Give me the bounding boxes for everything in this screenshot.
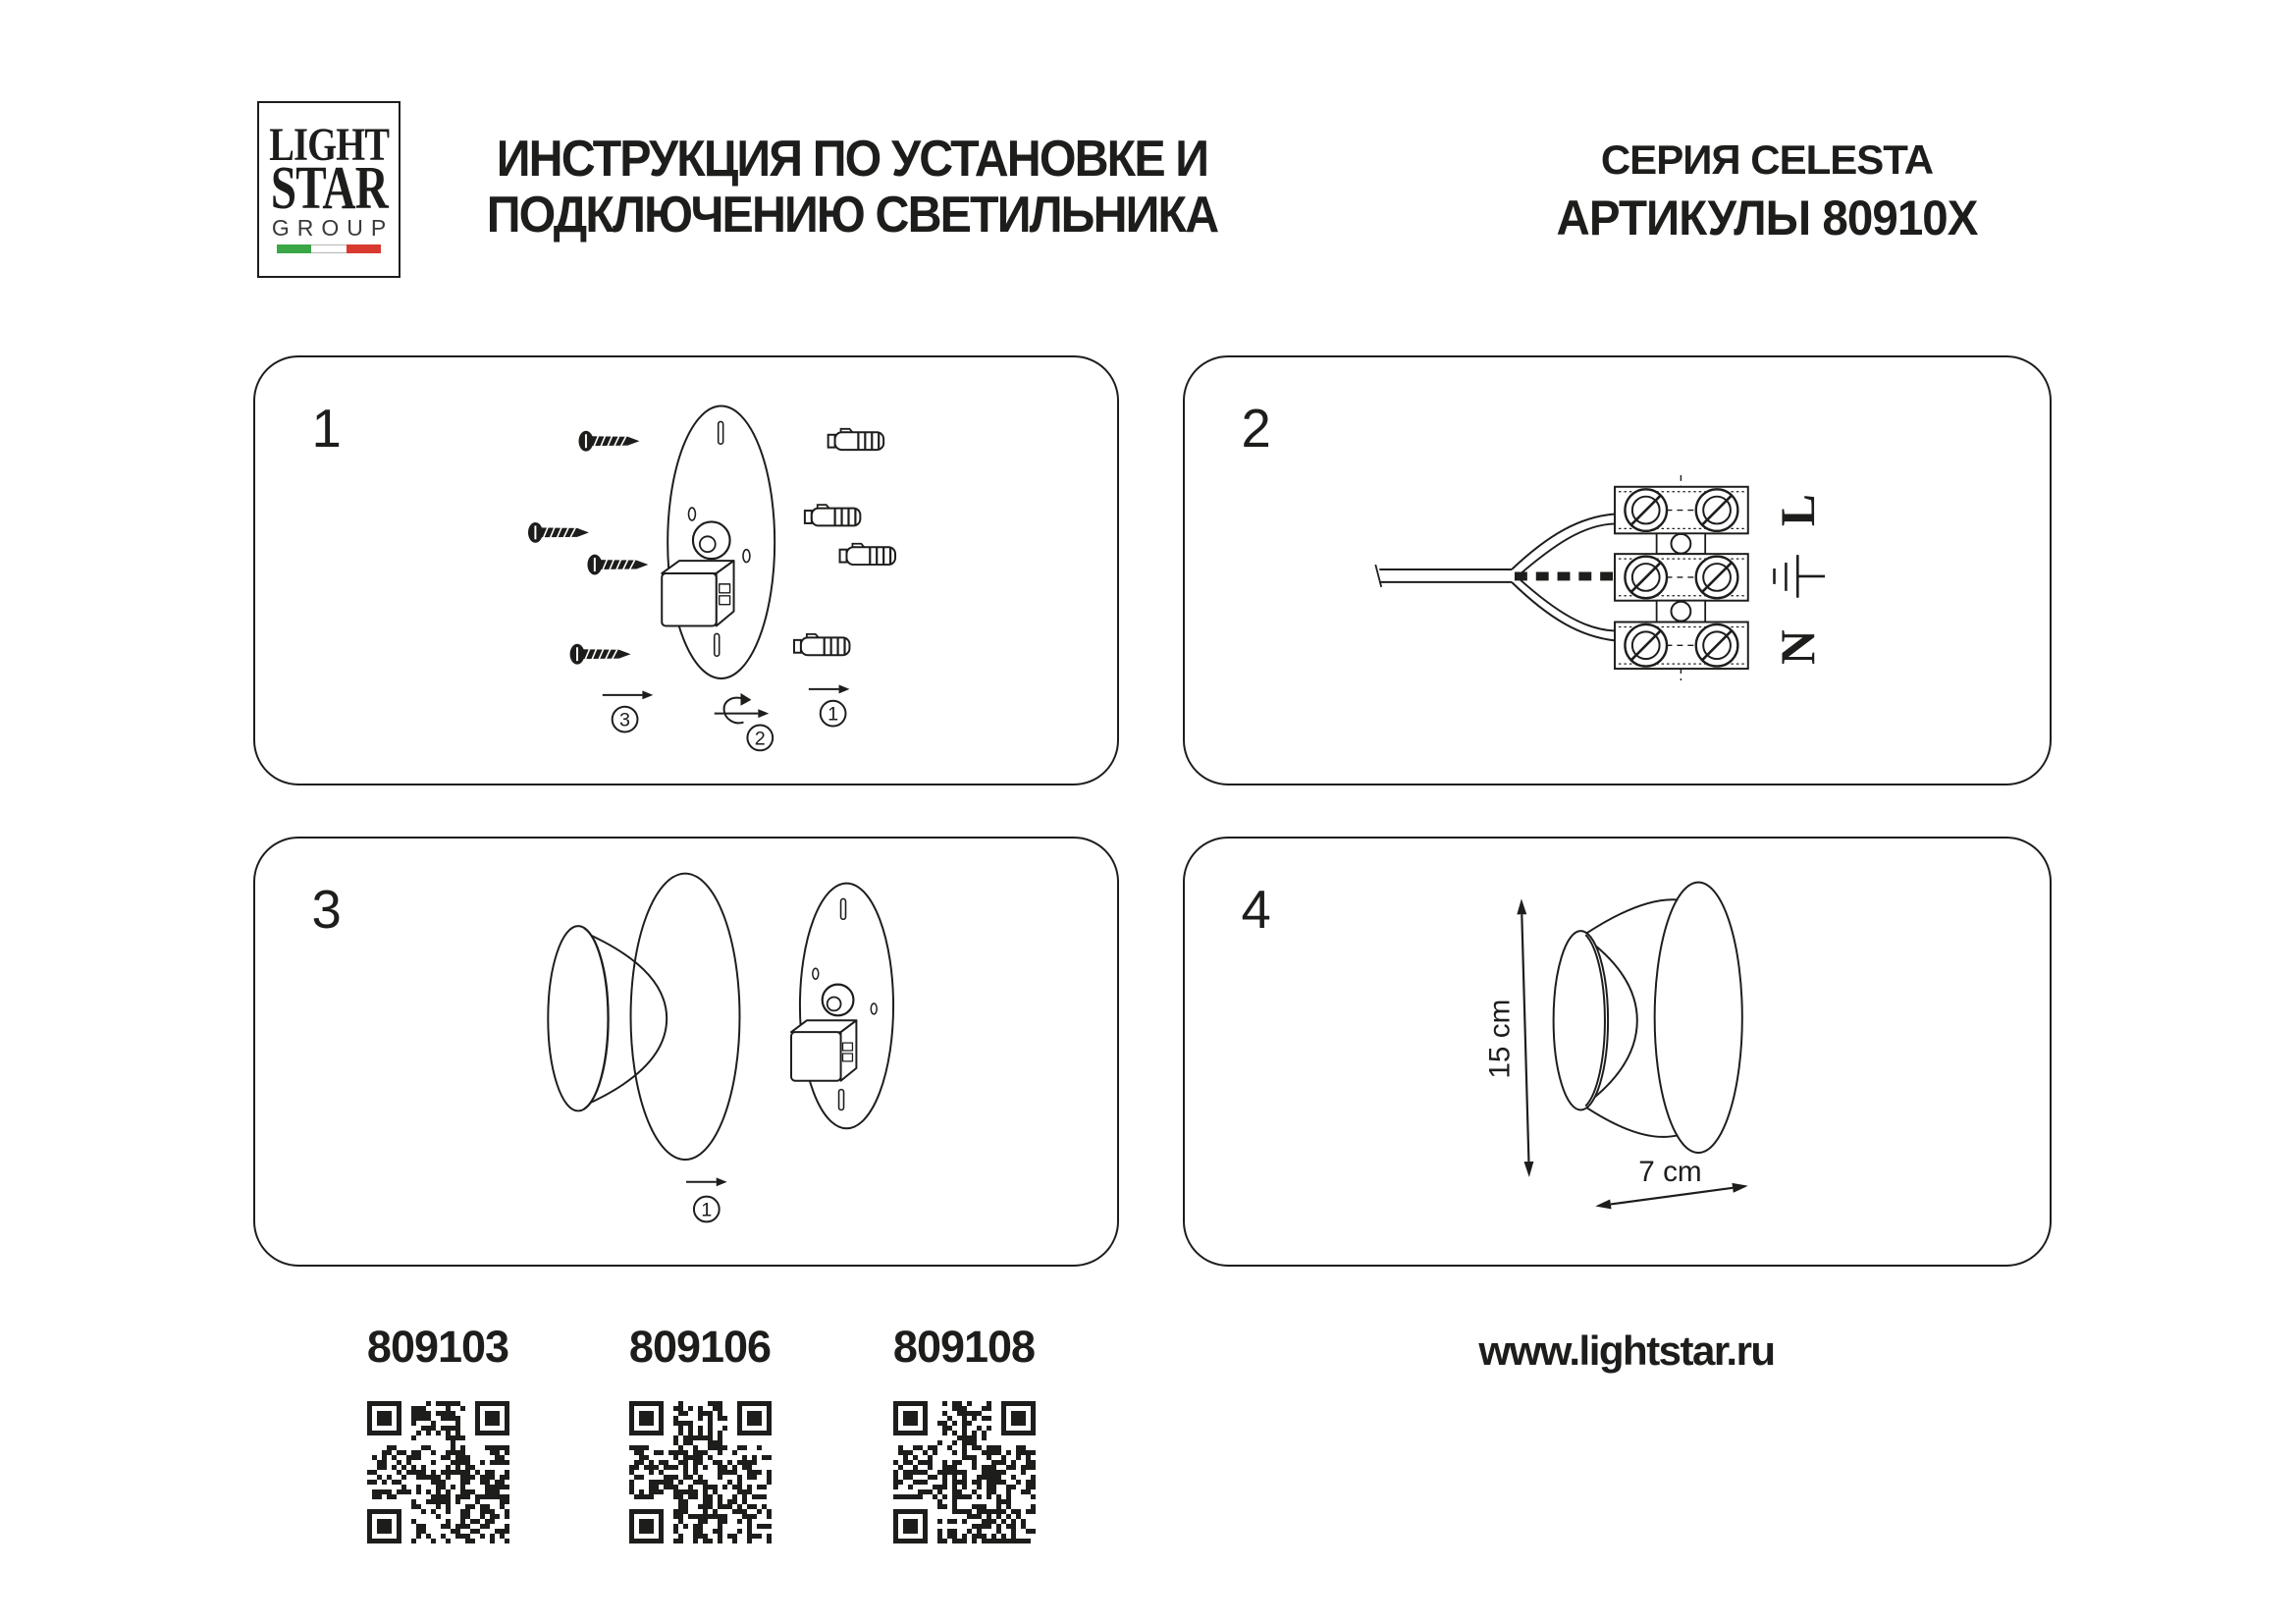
- step-panel-1-mounting: [253, 355, 1119, 785]
- lamp-body: [1554, 883, 1742, 1153]
- screw-icon: [587, 555, 648, 575]
- svg-text:1: 1: [828, 703, 839, 726]
- step-3-arrow: [603, 690, 654, 699]
- panel-number: 4: [1241, 880, 1271, 941]
- step-panel-3-attach: [253, 837, 1119, 1267]
- articles-title: АРТИКУЛЫ 80910X: [1556, 190, 1978, 245]
- qr-code: [629, 1401, 772, 1543]
- article-code: 809108: [892, 1322, 1036, 1372]
- screw-icon: [579, 431, 640, 452]
- logo-word-light: LIGHT: [269, 119, 389, 171]
- step-1-badge: [821, 701, 846, 727]
- wiring-diagram: [1185, 357, 2050, 784]
- step-1-arrow: [686, 1177, 727, 1186]
- wall-anchor-icon: [794, 634, 849, 655]
- height-dimension-label: 15 cm: [1483, 999, 1517, 1079]
- mounting-diagram: [255, 357, 1117, 784]
- wall-anchors: [794, 429, 895, 655]
- mounting-plate: [667, 406, 774, 678]
- screws: [528, 431, 648, 665]
- step-panel-4-dimensions: [1183, 837, 2052, 1267]
- lightstar-logo: [257, 101, 400, 278]
- mounting-plate: [800, 884, 893, 1129]
- page-title-line2: ПОДКЛЮЧЕНИЮ СВЕТИЛЬНИКА: [486, 187, 1218, 244]
- qr-code: [893, 1401, 1036, 1543]
- earth-symbol-icon: [1775, 555, 1826, 598]
- flag-white-stripe: [311, 244, 346, 253]
- height-dimension-arrow: [1517, 898, 1533, 1176]
- article-code: 809103: [366, 1322, 509, 1372]
- terminal-block: [1615, 475, 1748, 680]
- power-cable: [1375, 514, 1615, 641]
- wall-anchor-icon: [828, 429, 883, 450]
- line-terminal-label: L: [1770, 494, 1825, 527]
- italian-flag-icon: [277, 244, 381, 253]
- neutral-terminal-label: N: [1770, 629, 1825, 666]
- page-title: [487, 132, 1218, 244]
- step-3-badge: [613, 707, 638, 732]
- panel-number: 1: [311, 399, 342, 460]
- dimensions-diagram: [1185, 839, 2050, 1265]
- website-url: www.lightstar.ru: [1478, 1327, 1775, 1374]
- wall-anchor-icon: [840, 544, 895, 565]
- step-1-arrow: [809, 684, 850, 693]
- screw-icon: [570, 644, 631, 665]
- page-title-line1: ИНСТРУКЦИЯ ПО УСТАНОВКЕ И: [496, 131, 1208, 188]
- svg-text:1: 1: [701, 1199, 713, 1221]
- lamp-body: [548, 874, 739, 1160]
- logo-word-star: STAR: [270, 155, 388, 222]
- junction-box: [791, 1020, 856, 1080]
- width-dimension-label: 7 cm: [1638, 1155, 1702, 1188]
- step-2-badge: [747, 726, 773, 751]
- logo-word-group: GROUP: [271, 215, 395, 241]
- svg-text:2: 2: [754, 728, 766, 750]
- attach-diagram: [255, 839, 1117, 1265]
- series-title: СЕРИЯ CELESTA: [1600, 136, 1934, 183]
- wall-anchor-icon: [805, 505, 860, 525]
- flag-green-stripe: [277, 244, 311, 253]
- panel-number: 2: [1241, 399, 1271, 460]
- step-1-badge: [694, 1197, 720, 1222]
- flag-red-stripe: [347, 244, 381, 253]
- step-panel-2-wiring: [1183, 355, 2052, 785]
- junction-box: [662, 561, 733, 625]
- qr-code: [367, 1401, 509, 1543]
- article-code: 809106: [628, 1322, 772, 1372]
- svg-text:3: 3: [619, 709, 631, 731]
- panel-number: 3: [311, 880, 342, 941]
- screw-icon: [528, 522, 589, 543]
- rotate-icon: [715, 693, 769, 723]
